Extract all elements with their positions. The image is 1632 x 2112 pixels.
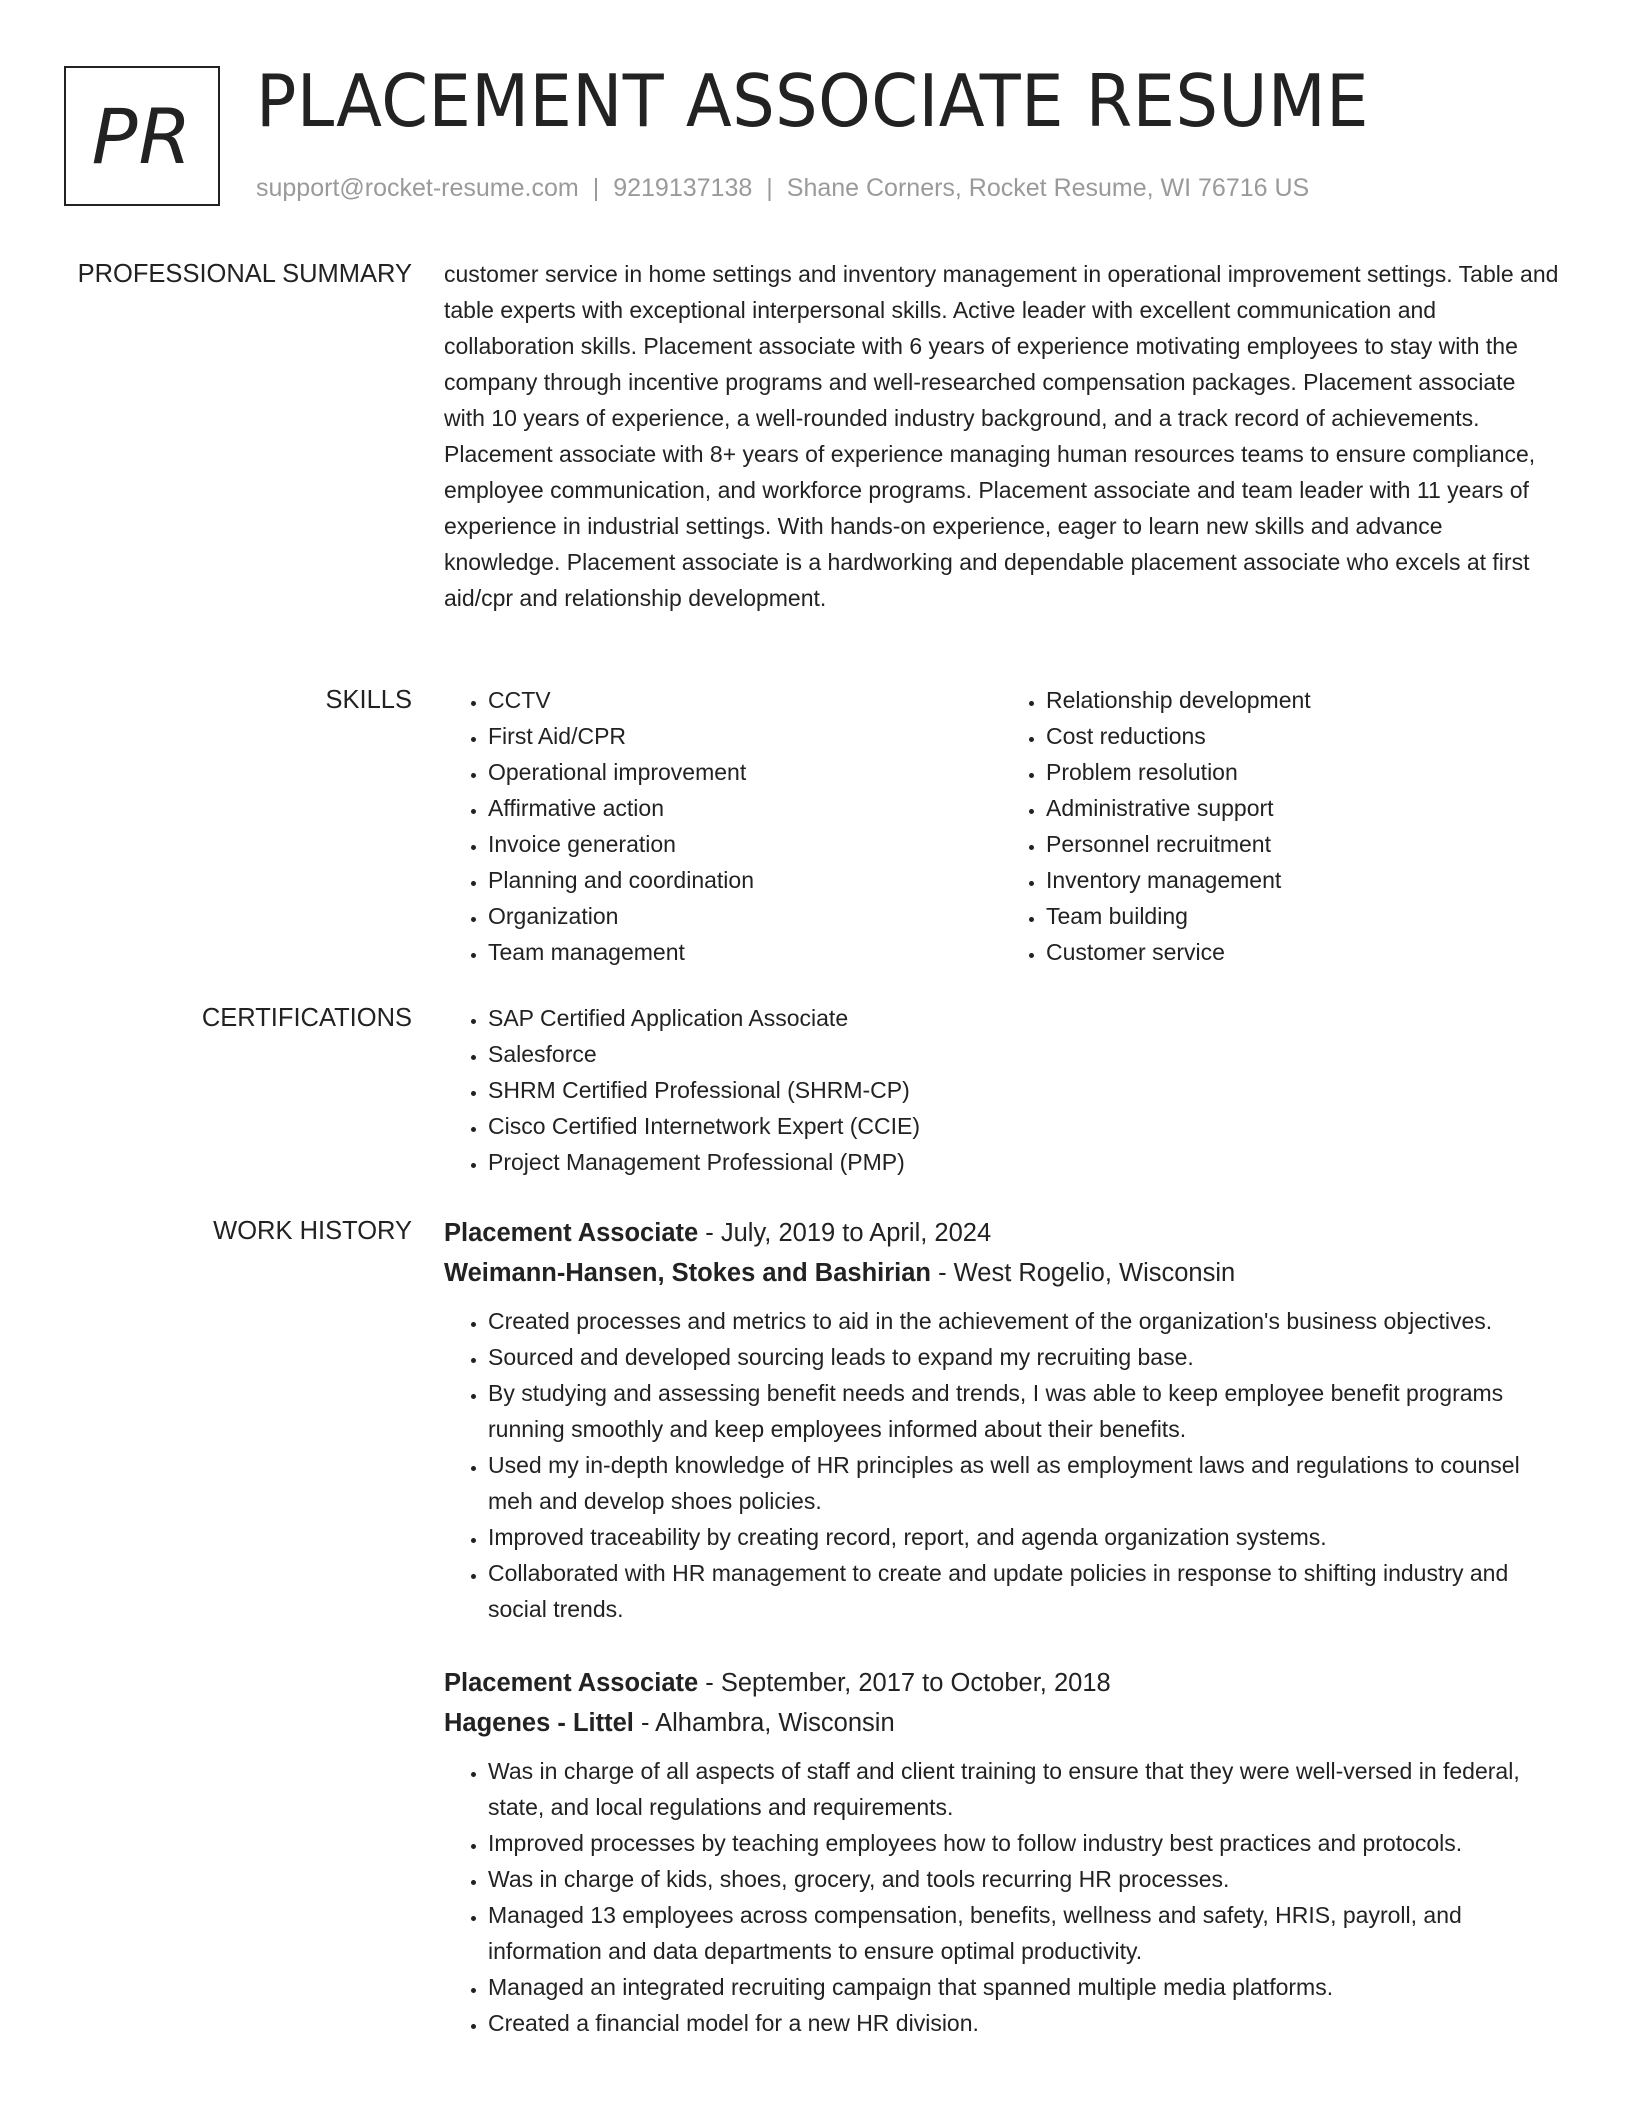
certifications-list bbox=[444, 1000, 1560, 1180]
job-location: - Alhambra, Wisconsin bbox=[633, 1709, 895, 1737]
job-bullets bbox=[444, 1303, 1560, 1627]
work-history-heading: WORK HISTORY bbox=[213, 1217, 412, 1245]
job-dates: - September, 2017 to October, 2018 bbox=[698, 1669, 1111, 1697]
certification-item: • Project Management Professional (PMP) bbox=[488, 1144, 1560, 1180]
skills-heading: SKILLS bbox=[325, 686, 412, 714]
job-company: Hagenes - Littel bbox=[444, 1709, 634, 1737]
job-company-line bbox=[444, 1703, 1560, 1743]
job-dates: - July, 2019 to April, 2024 bbox=[698, 1219, 992, 1247]
job-title: Placement Associate bbox=[444, 1219, 699, 1247]
job-bullet: • Collaborated with HR management to create and update policies in response to shifting industry and social trends. bbox=[488, 1555, 1560, 1627]
job-title-line bbox=[444, 1213, 1560, 1253]
skill-item: • Planning and coordination bbox=[488, 862, 1002, 898]
contact-line bbox=[256, 174, 1309, 203]
contact-separator: | bbox=[592, 174, 600, 202]
certification-item: • SHRM Certified Professional (SHRM-CP) bbox=[488, 1072, 1560, 1108]
certifications-heading: CERTIFICATIONS bbox=[201, 1004, 412, 1032]
job-entry bbox=[444, 1663, 1560, 2041]
certifications-body bbox=[444, 1000, 1560, 1180]
job-bullet: • Managed 13 employees across compensation, benefits, wellness and safety, HRIS, payroll, and information and data departments to ensure optimal productivity. bbox=[488, 1897, 1560, 1969]
contact-address: Shane Corners, Rocket Resume, WI 76716 US bbox=[786, 174, 1310, 202]
resume-title: PLACEMENT ASSOCIATE RESUME bbox=[256, 59, 1369, 143]
job-bullet: • By studying and assessing benefit needs and trends, I was able to keep employee benefit programs running smoothly and keep employees informed about their benefits. bbox=[488, 1375, 1560, 1447]
skill-item: • First Aid/CPR bbox=[488, 718, 1002, 754]
job-bullet: • Used my in-depth knowledge of HR principles as well as employment laws and regulations to counsel meh and develop shoes policies. bbox=[488, 1447, 1560, 1519]
job-entry bbox=[444, 1213, 1560, 1627]
job-bullet: • Created a financial model for a new HR division. bbox=[488, 2005, 1560, 2041]
summary-heading: PROFESSIONAL SUMMARY bbox=[77, 260, 412, 288]
skills-list-left bbox=[444, 682, 1002, 970]
skill-item: • Administrative support bbox=[1046, 790, 1560, 826]
job-bullet: • Was in charge of all aspects of staff and client training to ensure that they were well-versed in federal, state, and local regulations and requirements. bbox=[488, 1753, 1560, 1825]
skill-item: • CCTV bbox=[488, 682, 1002, 718]
contact-separator: | bbox=[766, 174, 773, 202]
skills-columns bbox=[444, 682, 1560, 970]
job-bullet: • Sourced and developed sourcing leads to expand my recruiting base. bbox=[488, 1339, 1560, 1375]
monogram-logo: PR bbox=[64, 66, 220, 206]
skill-item: • Affirmative action bbox=[488, 790, 1002, 826]
skill-item: • Team building bbox=[1046, 898, 1560, 934]
job-bullet: • Improved processes by teaching employees how to follow industry best practices and protocols. bbox=[488, 1825, 1560, 1861]
skill-item: • Customer service bbox=[1046, 934, 1560, 970]
job-bullets bbox=[444, 1753, 1560, 2041]
skill-item: • Operational improvement bbox=[488, 754, 1002, 790]
skill-item: • Cost reductions bbox=[1046, 718, 1560, 754]
job-company: Weimann-Hansen, Stokes and Bashirian bbox=[444, 1259, 931, 1287]
skill-item: • Personnel recruitment bbox=[1046, 826, 1560, 862]
skill-item: • Inventory management bbox=[1046, 862, 1560, 898]
certification-item: • Salesforce bbox=[488, 1036, 1560, 1072]
skill-item: • Invoice generation bbox=[488, 826, 1002, 862]
job-company-line bbox=[444, 1253, 1560, 1293]
job-bullet: • Created processes and metrics to aid in the achievement of the organization's business objectives. bbox=[488, 1303, 1560, 1339]
contact-phone[interactable]: 9219137138 bbox=[613, 174, 753, 202]
skill-item: • Team management bbox=[488, 934, 1002, 970]
certification-item: • Cisco Certified Internetwork Expert (CCIE) bbox=[488, 1108, 1560, 1144]
skills-list-right bbox=[1002, 682, 1560, 970]
job-title: Placement Associate bbox=[444, 1669, 699, 1697]
job-bullet: • Was in charge of kids, shoes, grocery, and tools recurring HR processes. bbox=[488, 1861, 1560, 1897]
certification-item: • SAP Certified Application Associate bbox=[488, 1000, 1560, 1036]
work-history-body bbox=[444, 1213, 1560, 2041]
skill-item: • Problem resolution bbox=[1046, 754, 1560, 790]
contact-email[interactable]: support@rocket-resume.com bbox=[256, 174, 579, 202]
skill-item: • Relationship development bbox=[1046, 682, 1560, 718]
skill-item: • Organization bbox=[488, 898, 1002, 934]
job-bullet: • Improved traceability by creating record, report, and agenda organization systems. bbox=[488, 1519, 1560, 1555]
job-title-line bbox=[444, 1663, 1560, 1703]
job-bullet: • Managed an integrated recruiting campaign that spanned multiple media platforms. bbox=[488, 1969, 1560, 2005]
job-location: - West Rogelio, Wisconsin bbox=[931, 1259, 1236, 1287]
summary-text: customer service in home settings and inventory management in operational improvement settings. Table and table experts with exceptional interpersonal skills. Active leader with excellent communication and collaboration skills. Placement associate with 6 years of experience motivating employees to stay with the company through incentive programs and well-researched compensation packages. Placement associate with 10 years of experience, a well-rounded industry background, and a track record of achievements. Placement associate with 8+ years of experience managing human resources teams to ensure compliance, employee communication, and workforce programs. Placement associate and team leader with 11 years of experience in industrial settings. With hands-on experience, eager to learn new skills and advance knowledge. Placement associate is a hardworking and dependable placement associate who excels at first aid/cpr and relationship development. bbox=[444, 261, 1559, 611]
